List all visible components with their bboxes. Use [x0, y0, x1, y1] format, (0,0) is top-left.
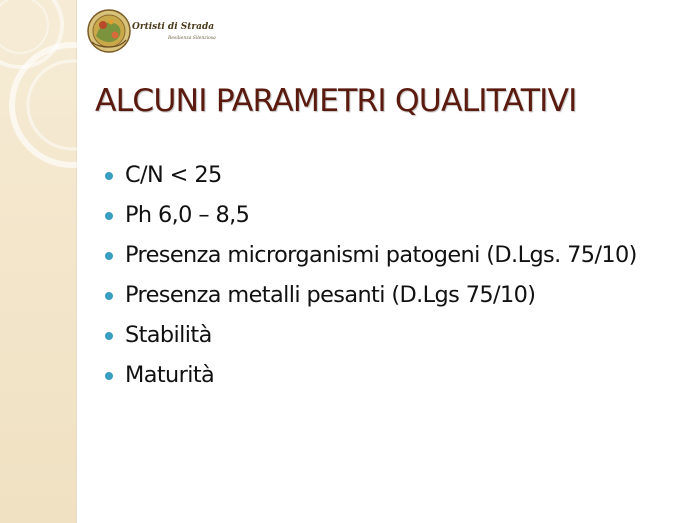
bullet-list	[105, 160, 675, 400]
bullet-dot-icon	[105, 252, 113, 260]
bullet-text: Presenza metalli pesanti (D.Lgs 75/10)	[125, 282, 536, 308]
bullet-text: Maturità	[125, 362, 215, 388]
bullet-dot-icon	[105, 172, 113, 180]
bullet-text: C/N < 25	[125, 162, 222, 188]
bullet-item	[105, 320, 675, 351]
bullet-item	[105, 280, 675, 311]
logo-title: Ortisti di Strada	[132, 22, 215, 32]
bullet-item	[105, 200, 675, 231]
bullet-text: Presenza microrganismi patogeni (D.Lgs. 75/10)	[125, 242, 637, 268]
bullet-dot-icon	[105, 372, 113, 380]
bullet-text: Stabilità	[125, 322, 212, 348]
logo-badge-icon	[86, 8, 132, 54]
logo-subtitle: Resilienza Silenziosa	[168, 36, 216, 41]
bullet-dot-icon	[105, 292, 113, 300]
bullet-text: Ph 6,0 – 8,5	[125, 202, 250, 228]
bullet-item	[105, 240, 675, 271]
slide-title: ALCUNI PARAMETRI QUALITATIVI	[95, 83, 577, 119]
bullet-item	[105, 160, 675, 191]
logo	[86, 8, 226, 60]
bullet-dot-icon	[105, 212, 113, 220]
bullet-dot-icon	[105, 332, 113, 340]
bullet-item	[105, 360, 675, 391]
